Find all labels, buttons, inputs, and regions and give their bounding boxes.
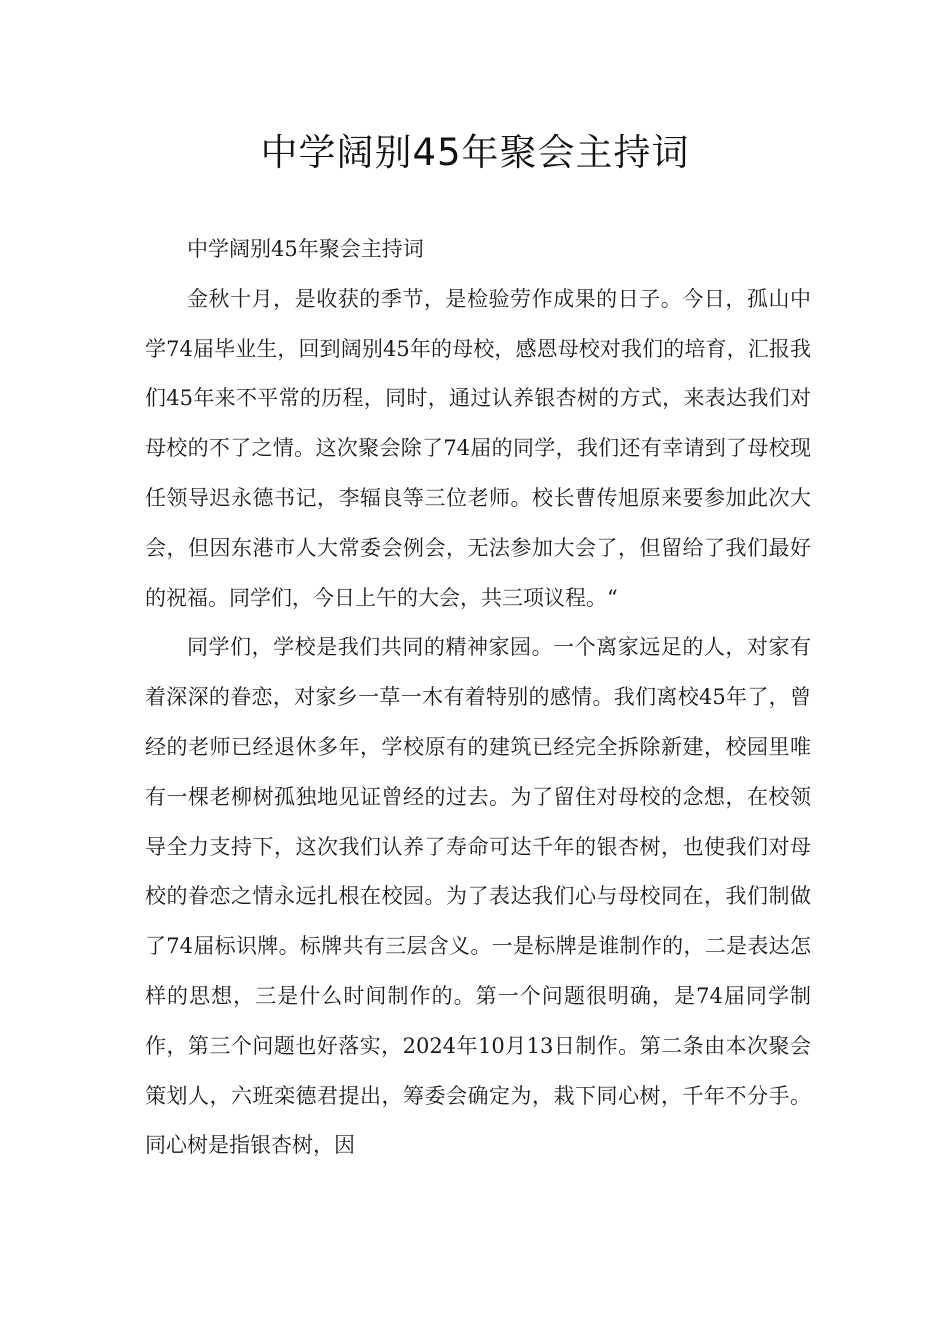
document-body bbox=[145, 225, 811, 1171]
paragraph-subtitle: 中学阔别45年聚会主持词 bbox=[187, 237, 424, 261]
paragraph-school-home: 同学们，学校是我们共同的精神家园。一个离家远足的人，对家有着深深的眷恋，对家乡一草一木有着特别的感情。我们离校45年了，曾经的老师已经退休多年，学校原有的建筑已经完全拆除新建，校园里唯有一棵老柳树孤独地见证曾经的过去。为了留住对母校的念想，在校领导全力支持下，这次我们认养了寿命可达千年的银杏树，也使我们对母校的眷恋之情永远扎根在校园。为了表达我们心与母校同在，我们制做了74届标识牌。标牌共有三层含义。一是标牌是谁制作的，二是表达怎样的思想，三是什么时间制作的。第一个问题很明确，是74届同学制作，第三个问题也好落实，2024年10月13日制作。第二条由本次聚会策划人，六班栾德君提出，筹委会确定为，栽下同心树，千年不分手。同心树是指银杏树，因 bbox=[145, 635, 811, 1158]
paragraph-intro: 金秋十月，是收获的季节，是检验劳作成果的日子。今日，孤山中学74届毕业生，回到阔别45年的母校，感恩母校对我们的培育，汇报我们45年来不平常的历程，同时，通过认养银杏树的方式，来表达我们对母校的不了之情。这次聚会除了74届的同学，我们还有幸请到了母校现任领导迟永德书记，李辐良等三位老师。校长曹传旭原来要参加此次大会，但因东港市人大常委会例会，无法参加大会了，但留给了我们最好的祝福。同学们，今日上午的大会，共三项议程。“ bbox=[145, 286, 811, 610]
document-title: 中学阔别45年聚会主持词 bbox=[260, 131, 690, 174]
